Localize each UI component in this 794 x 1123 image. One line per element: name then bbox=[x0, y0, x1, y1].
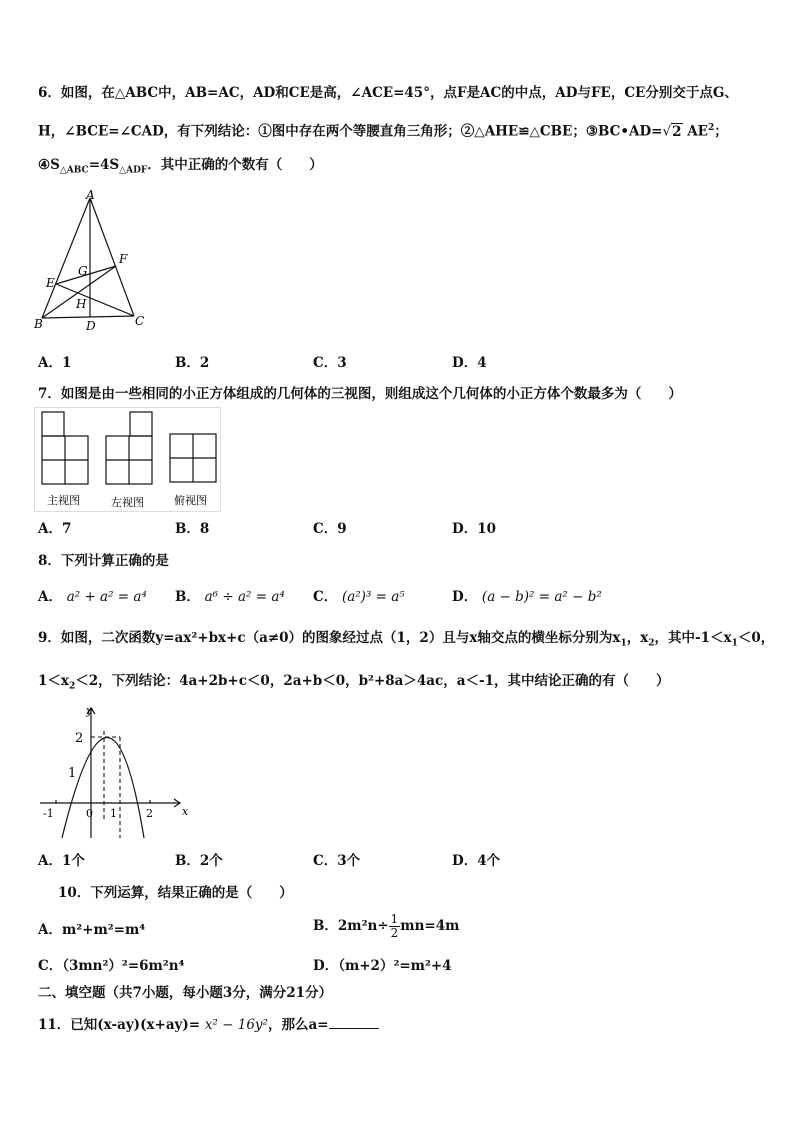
q6-option-c[interactable]: C．3 bbox=[313, 355, 347, 371]
q10-option-d[interactable]: D．（m+2）²=m²+4 bbox=[313, 958, 452, 974]
q10-fraction bbox=[389, 913, 401, 940]
q9-sub-x1: 1 bbox=[620, 638, 627, 649]
fig-label-h: H bbox=[76, 297, 87, 311]
q8-option-d[interactable] bbox=[452, 588, 602, 606]
section-2-heading: 二、填空题（共7小题，每小题3分，满分21分） bbox=[38, 985, 333, 1001]
q9-line1-x2: ，x bbox=[626, 630, 649, 646]
fig-label-f: F bbox=[119, 252, 128, 266]
graph-x-label: x bbox=[182, 805, 189, 818]
q9-parabola-figure bbox=[34, 702, 192, 842]
q7-option-c[interactable]: C．9 bbox=[313, 521, 347, 537]
q9-line2-text: ＜2，下列结论：4a+2b+c＜0，2a+b＜0，b²+8a＞4ac，a＜-1，其中结论正确的有（ ） bbox=[75, 673, 670, 689]
q8-option-d-label: D． bbox=[452, 589, 478, 605]
q10-option-b-start: B．2m²n÷ bbox=[313, 918, 389, 934]
q11-text bbox=[38, 1015, 379, 1034]
q11-text-start: 11．已知(x-ay)(x+ay)= bbox=[38, 1017, 201, 1033]
q8-text: 8．下列计算正确的是 bbox=[38, 553, 169, 569]
q8-option-c-math: (a²)³ = a⁵ bbox=[341, 589, 405, 605]
q6-sub-abc: △ABC bbox=[59, 165, 89, 176]
q8-option-c-label: C． bbox=[313, 589, 338, 605]
q9-option-a[interactable]: A．1个 bbox=[38, 853, 85, 869]
graph-x0-label: 0 bbox=[86, 807, 93, 820]
q6-line1: 6．如图，在△ABC中，AB=AC，AD和CE是高，∠ACE=45°，点F是AC的中点，AD与FE，CE分别交于点G、 bbox=[38, 85, 738, 101]
q10-fraction-den: 2 bbox=[390, 926, 399, 940]
q7-option-b[interactable]: B．8 bbox=[175, 521, 210, 537]
view-label-front: 主视图 bbox=[47, 494, 80, 507]
graph-xm1-label: -1 bbox=[43, 807, 54, 820]
q6-line2-ae: AE bbox=[687, 123, 708, 140]
q9-option-c[interactable]: C．3个 bbox=[313, 853, 361, 869]
q10-text: 10．下列运算，结果正确的是（ ） bbox=[58, 885, 293, 901]
fig-label-b: B bbox=[34, 317, 43, 331]
fig-label-e: E bbox=[46, 276, 55, 290]
fig-label-g: G bbox=[78, 264, 88, 278]
q10-option-b[interactable] bbox=[313, 913, 459, 940]
q9-line1-end: ＜0， bbox=[737, 630, 775, 646]
q9-line1-range: ，其中-1＜x bbox=[654, 630, 732, 646]
q8-option-a-math: a² + a² = a⁴ bbox=[66, 589, 147, 605]
q7-option-d[interactable]: D．10 bbox=[452, 521, 496, 537]
q9-line1 bbox=[38, 629, 774, 653]
q8-option-a-label: A． bbox=[38, 589, 62, 605]
q8-option-c[interactable] bbox=[313, 588, 405, 606]
q8-option-b-label: B． bbox=[175, 589, 200, 605]
q9-sub-x2b: 2 bbox=[68, 681, 76, 692]
q6-line2-text: H，∠BCE=∠CAD，有下列结论：①图中存在两个等腰直角三角形；②△AHE≌△CBE；③BC•AD= bbox=[38, 123, 663, 140]
q6-option-a[interactable]: A．1 bbox=[38, 355, 72, 371]
graph-y2-label: 2 bbox=[75, 731, 84, 746]
q8-option-d-math: (a − b)² = a² − b² bbox=[481, 589, 602, 605]
q8-option-a[interactable] bbox=[38, 588, 147, 606]
q9-line2 bbox=[38, 672, 670, 696]
graph-x2-label: 2 bbox=[146, 807, 153, 820]
q6-line2: H，∠BCE=∠CAD，有下列结论：①图中存在两个等腰直角三角形；②△AHE≌△CBE；③BC•AD=√2 $AE^2$； bbox=[38, 123, 728, 140]
view-label-left: 左视图 bbox=[111, 496, 144, 509]
q9-line2-start: 1＜x bbox=[38, 673, 69, 689]
q6-item4: ④S bbox=[38, 157, 60, 173]
q11-text-end: ，那么a= bbox=[267, 1017, 329, 1033]
q7-option-a[interactable]: A．7 bbox=[38, 521, 72, 537]
q6-option-b[interactable]: B．2 bbox=[175, 355, 210, 371]
q10-option-c[interactable]: C．（3mn²）²=6m²n⁴ bbox=[38, 958, 185, 974]
graph-x1-label: 1 bbox=[110, 807, 117, 820]
q6-sqrt-value: 2 bbox=[672, 123, 682, 140]
q8-option-b[interactable] bbox=[175, 588, 285, 606]
q9-option-d[interactable]: D．4个 bbox=[452, 853, 501, 869]
q6-option-d[interactable]: D．4 bbox=[452, 355, 487, 371]
q9-option-b[interactable]: B．2个 bbox=[175, 853, 223, 869]
q7-three-views-figure bbox=[34, 407, 224, 513]
q11-math: x² − 16y² bbox=[204, 1017, 268, 1033]
q6-triangle-figure bbox=[34, 186, 150, 334]
fig-label-d: D bbox=[86, 319, 96, 333]
fig-label-a: A bbox=[86, 188, 95, 202]
view-label-top: 俯视图 bbox=[174, 494, 207, 507]
graph-y-label: y bbox=[86, 704, 93, 717]
q10-option-a[interactable]: A．m²+m²=m⁴ bbox=[38, 922, 146, 938]
q10-fraction-num: 1 bbox=[390, 912, 399, 926]
q9-line1-text: 9．如图，二次函数y=ax²+bx+c（a≠0）的图象经过点（1，2）且与x轴交点的横坐标分别为x bbox=[38, 630, 621, 646]
q7-text: 7．如图是由一些相同的小正方体组成的几何体的三视图，则组成这个几何体的小正方体个数最多为（ ） bbox=[38, 386, 682, 402]
q6-line3 bbox=[38, 156, 323, 180]
q6-question: ．其中正确的个数有（ ） bbox=[147, 157, 323, 173]
q6-sub-adf: △ADF bbox=[119, 165, 148, 176]
q10-option-b-end: mn=4m bbox=[400, 918, 460, 934]
q6-eq: =4S bbox=[88, 157, 120, 173]
q8-option-b-math: a⁶ ÷ a² = a⁴ bbox=[204, 589, 285, 605]
q9-sub-x1b: 1 bbox=[731, 638, 738, 649]
q11-answer-blank[interactable] bbox=[329, 1015, 379, 1029]
fig-label-c: C bbox=[135, 314, 145, 328]
graph-y1-label: 1 bbox=[68, 766, 77, 781]
q9-sub-x2: 2 bbox=[648, 638, 655, 649]
